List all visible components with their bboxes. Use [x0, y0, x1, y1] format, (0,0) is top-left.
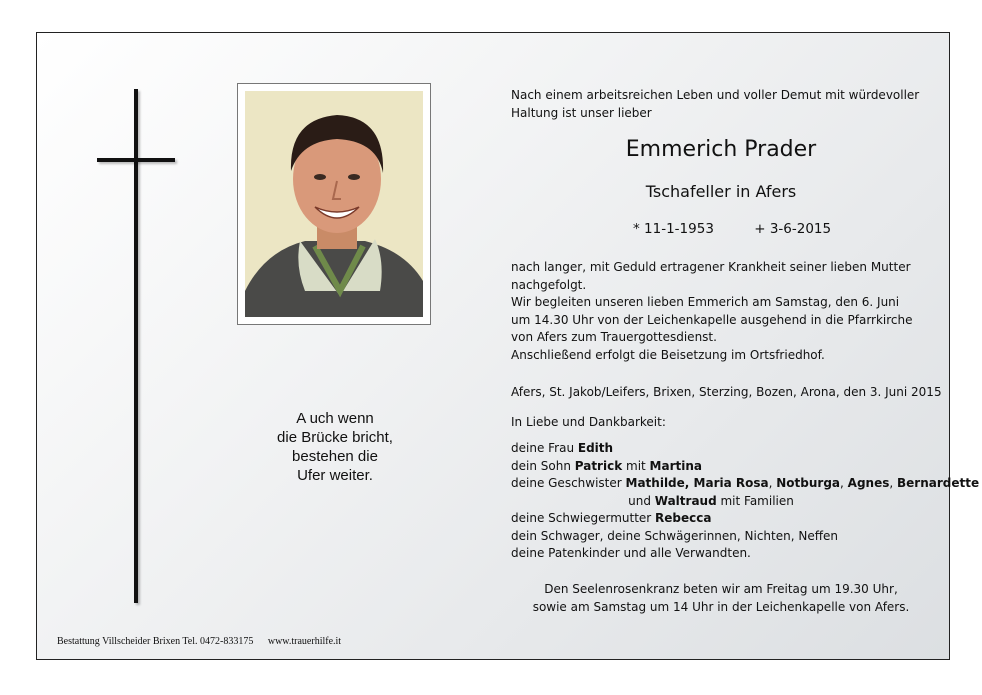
rosary-line: sowie am Samstag um 14 Uhr in der Leichenkapelle von Afers.	[532, 599, 910, 614]
announcement-body	[511, 259, 913, 364]
family-line: dein Sohn Patrick mit Martina	[511, 458, 702, 473]
farewell-heading: In Liebe und Dankbarkeit:	[511, 415, 666, 429]
family-line: dein Schwager, deine Schwägerinnen, Nichten, Neffen	[511, 528, 838, 543]
cross-bar	[97, 158, 175, 162]
obituary-card	[36, 32, 980, 660]
deceased-subtitle: Tschafeller in Afers	[645, 182, 797, 201]
deceased-name: Emmerich Prader	[625, 137, 817, 162]
body-line: nachgefolgt.	[511, 277, 587, 292]
life-dates	[633, 221, 831, 239]
family-line: deine Patenkinder und alle Verwandten.	[511, 546, 751, 560]
portrait-photo	[245, 91, 423, 317]
quote	[235, 409, 435, 485]
death-date: + 3-6-2015	[754, 221, 832, 237]
family-line: deine Geschwister Mathilde, Maria Rosa, Notburga, Agnes, Bernardette	[511, 476, 980, 490]
place-date: Afers, St. Jakob/Leifers, Brixen, Sterzing, Bozen, Arona, den 3. Juni 2015	[511, 385, 942, 399]
body-line: von Afers zum Trauergottesdienst.	[511, 330, 717, 344]
family-line: deine Frau Edith	[511, 441, 614, 455]
body-line: Anschließend erfolgt die Beisetzung im Ortsfriedhof.	[511, 347, 825, 362]
body-line: Wir begleiten unseren lieben Emmerich am Samstag, den 6. Juni	[511, 295, 900, 309]
rosary-line: Den Seelenrosenkranz beten wir am Freitag um 19.30 Uhr,	[544, 582, 898, 596]
quote-line: bestehen die	[292, 448, 378, 465]
portrait-frame	[237, 83, 431, 325]
portrait-image	[245, 91, 423, 317]
rosary-notice	[511, 581, 931, 616]
body-line: nach langer, mit Geduld ertragener Krankheit seiner lieben Mutter	[511, 260, 911, 274]
quote-line: die Brücke bricht,	[277, 429, 393, 446]
quote-line: Ufer weiter.	[297, 467, 373, 484]
intro-line: Nach einem arbeitsreichen Leben und voller Demut mit würdevoller	[511, 88, 920, 102]
family-list	[511, 440, 979, 563]
intro	[511, 87, 919, 122]
funeral-home: Bestattung Villscheider Brixen Tel. 0472-833175	[57, 636, 254, 647]
footer	[57, 636, 341, 647]
birth-date: * 11-1-1953	[633, 221, 714, 237]
quote-line: A uch wenn	[296, 410, 374, 427]
intro-line: Haltung ist unser lieber	[511, 105, 652, 120]
website-link[interactable]: www.trauerhilfe.it	[267, 636, 342, 647]
family-line: und Waltraud mit Familien	[628, 493, 794, 508]
family-line: deine Schwiegermutter Rebecca	[511, 511, 712, 525]
cross-icon	[134, 89, 138, 603]
body-line: um 14.30 Uhr von der Leichenkapelle ausgehend in die Pfarrkirche	[511, 312, 913, 327]
